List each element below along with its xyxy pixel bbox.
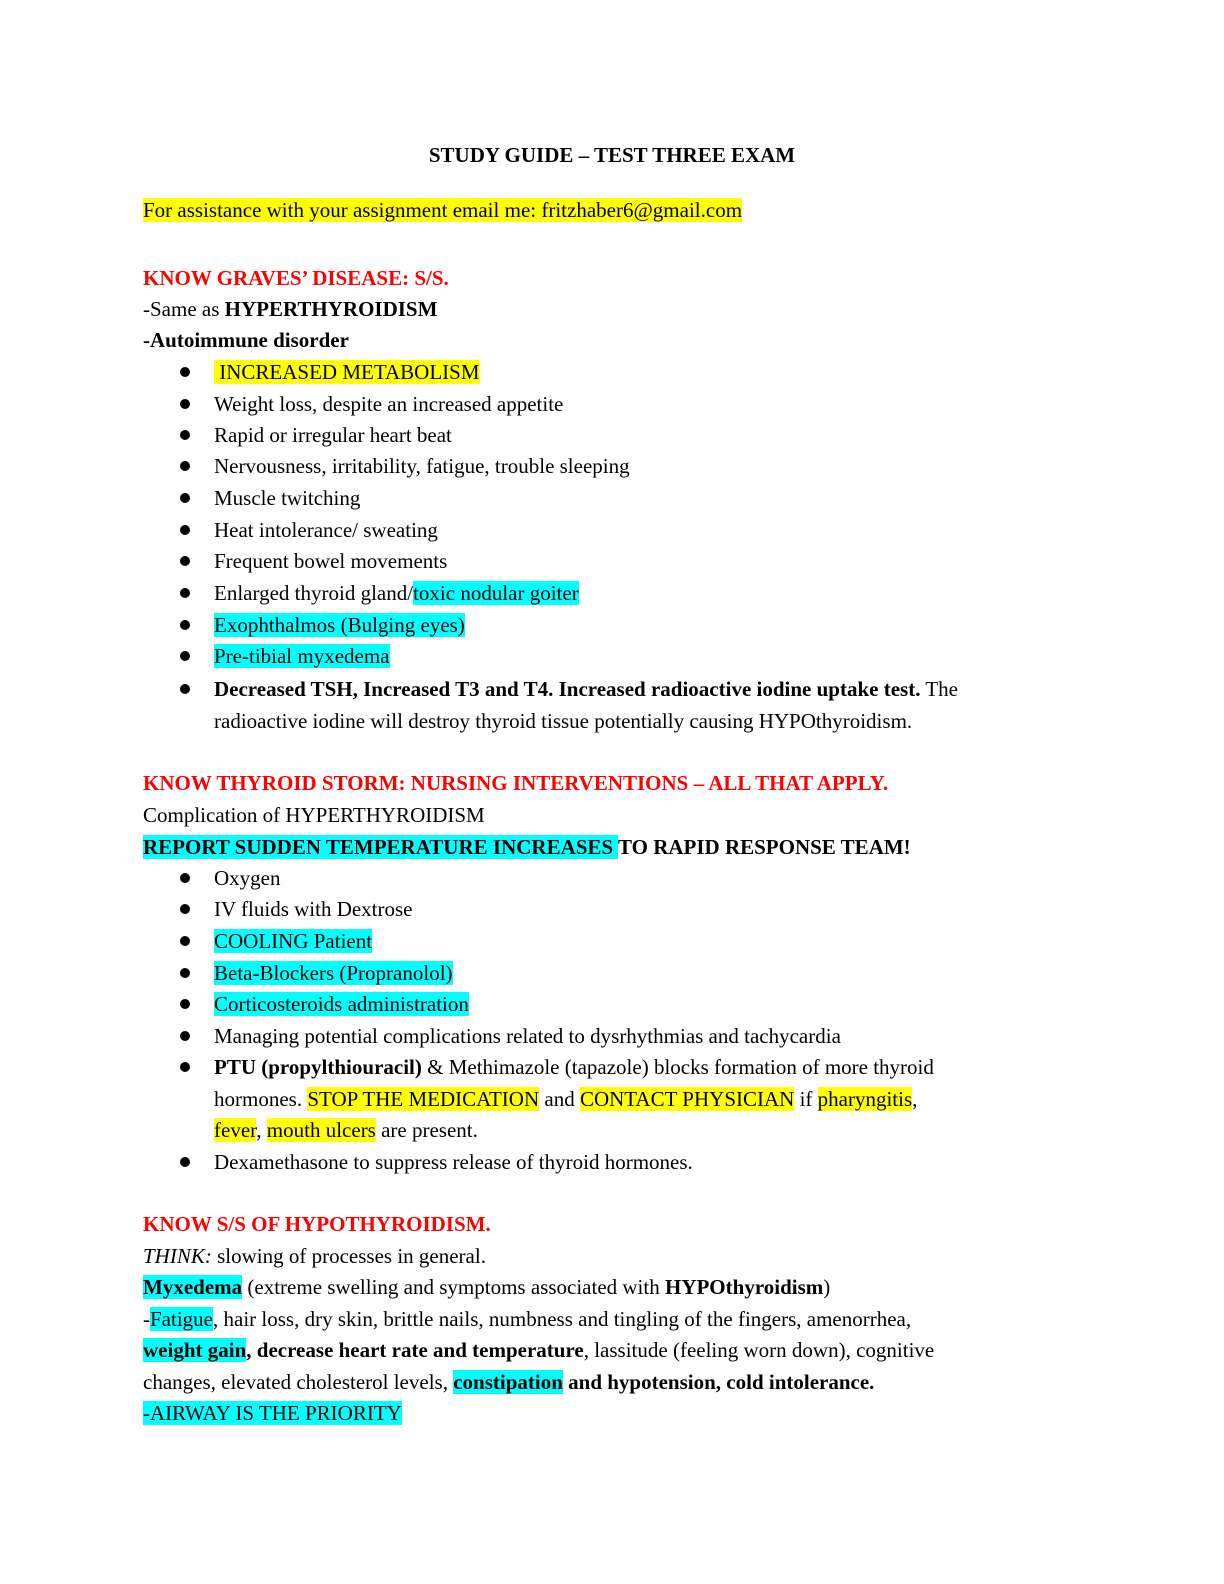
text: , lassitude (feeling worn down), cognitive [583, 1338, 935, 1362]
text: - [143, 1307, 150, 1331]
list-item-highlight: Exophthalmos (Bulging eyes) [214, 613, 465, 637]
myxedema-highlight: Myxedema [143, 1275, 243, 1299]
weight-gain-highlight: weight gain [143, 1338, 247, 1362]
bullet-dot [178, 865, 194, 891]
list-item [214, 1054, 934, 1080]
text-bold: HYPOthyroidism [664, 1275, 824, 1299]
list-item: Dexamethasone to suppress release of thyroid hormones. [214, 1150, 693, 1174]
bullet-dot [178, 991, 194, 1017]
highlight-mouth-ulcers: mouth ulcers [266, 1118, 376, 1142]
bullet-dot [178, 485, 194, 511]
list-item-bold: PTU (propylthiouracil) [214, 1055, 422, 1079]
hypo-symptoms-line-1 [143, 1306, 911, 1332]
list-item: Weight loss, despite an increased appetite [214, 392, 564, 416]
text: , hair loss, dry skin, brittle nails, numbness and tingling of the fingers, amenorrhea, [213, 1307, 912, 1331]
list-item [214, 643, 390, 669]
highlight-fever: fever [214, 1118, 257, 1142]
text: ) [823, 1275, 831, 1299]
list-item-highlight: Corticosteroids administration [214, 992, 469, 1016]
fatigue-highlight: Fatigue [150, 1307, 213, 1331]
list-item: Oxygen [214, 866, 281, 890]
graves-heading: KNOW GRAVES’ DISEASE: S/S. [143, 266, 449, 290]
bullet-dot [178, 1149, 194, 1175]
storm-complication: Complication of HYPERTHYROIDISM [143, 803, 485, 827]
text: , [256, 1118, 267, 1142]
list-item-highlight: Beta-Blockers (Propranolol) [214, 961, 453, 985]
bullet-dot [178, 548, 194, 574]
graves-autoimmune: -Autoimmune disorder [143, 328, 349, 352]
list-item-continuation [214, 1117, 478, 1143]
text: hormones. [214, 1087, 308, 1111]
list-item: Managing potential complications related to dysrhythmias and tachycardia [214, 1024, 841, 1048]
list-item-text: The [920, 677, 958, 701]
list-item-highlight: Pre-tibial myxedema [214, 644, 390, 668]
bullet-dot [178, 517, 194, 543]
list-item: Nervousness, irritability, fatigue, trouble sleeping [214, 454, 630, 478]
text-bold: decrease heart rate and temperature [256, 1338, 584, 1362]
same-as-bold: HYPERTHYROIDISM [224, 297, 438, 321]
list-item-text: & Methimazole (tapazole) blocks formation of more thyroid [421, 1055, 934, 1079]
list-item-continuation: radioactive iodine will destroy thyroid tissue potentially causing HYPOthyroidism. [214, 709, 913, 733]
text: changes, elevated cholesterol levels, [143, 1370, 454, 1394]
bullet-dot [178, 453, 194, 479]
list-item: Frequent bowel movements [214, 549, 448, 573]
list-item-bold: Decreased TSH, Increased T3 and T4. Increased radioactive iodine uptake test. [214, 677, 921, 701]
text: and [539, 1087, 580, 1111]
hypo-myxedema [143, 1274, 830, 1300]
hypo-heading: KNOW S/S OF HYPOTHYROIDISM. [143, 1212, 491, 1236]
bullet-dot [178, 1054, 194, 1080]
report-highlight: REPORT SUDDEN TEMPERATURE INCREASES [143, 835, 618, 859]
list-item [214, 359, 480, 385]
same-as-prefix: -Same as [143, 297, 225, 321]
contact-line [143, 197, 742, 223]
list-item [214, 928, 372, 954]
text: , [246, 1338, 257, 1362]
hypo-symptoms-line-3 [143, 1369, 874, 1395]
list-item: Rapid or irregular heart beat [214, 423, 452, 447]
list-item: IV fluids with Dextrose [214, 897, 413, 921]
bullet-dot [178, 391, 194, 417]
text: (extreme swelling and symptoms associated with [242, 1275, 665, 1299]
hypo-think [143, 1243, 486, 1269]
bullet-dot [178, 580, 194, 606]
bullet-dot [178, 359, 194, 385]
constipation-highlight: constipation [453, 1370, 563, 1394]
bullet-dot [178, 928, 194, 954]
storm-heading: KNOW THYROID STORM: NURSING INTERVENTIONS – ALL THAT APPLY. [143, 771, 889, 795]
bullet-dot [178, 960, 194, 986]
page-title: STUDY GUIDE – TEST THREE EXAM [428, 143, 796, 167]
list-item-highlight: toxic nodular goiter [413, 581, 579, 605]
think-label: THINK: [143, 1244, 212, 1268]
list-item-text: Enlarged thyroid gland/ [214, 581, 414, 605]
text-bold: and hypotension, cold intolerance. [562, 1370, 875, 1394]
bullet-dot [178, 612, 194, 638]
list-item-highlight: COOLING Patient [214, 929, 373, 953]
list-item: Heat intolerance/ sweating [214, 518, 438, 542]
text: , [912, 1087, 918, 1111]
bullet-dot [178, 1023, 194, 1049]
bullet-dot [178, 422, 194, 448]
list-item [214, 676, 958, 702]
highlight-contact-physician: CONTACT PHYSICIAN [579, 1087, 795, 1111]
highlight-stop-medication: STOP THE MEDICATION [307, 1087, 540, 1111]
report-text: TO RAPID RESPONSE TEAM! [617, 835, 911, 859]
text: are present. [375, 1118, 478, 1142]
list-item [214, 580, 579, 606]
list-item: Muscle twitching [214, 486, 361, 510]
text: if [794, 1087, 818, 1111]
list-item-text: INCREASED METABOLISM [214, 360, 480, 384]
hypo-airway [143, 1400, 402, 1426]
list-item [214, 960, 453, 986]
list-item-continuation [214, 1086, 917, 1112]
bullet-dot [178, 896, 194, 922]
bullet-dot [178, 643, 194, 669]
think-text: slowing of processes in general. [211, 1244, 486, 1268]
graves-same-as [143, 296, 437, 322]
contact-text: For assistance with your assignment email me: fritzhaber6@gmail.com [143, 198, 743, 222]
list-item [214, 612, 465, 638]
airway-highlight: -AIRWAY IS THE PRIORITY [143, 1401, 402, 1425]
list-item [214, 991, 469, 1017]
storm-report [143, 834, 911, 860]
hypo-symptoms-line-2 [143, 1337, 934, 1363]
bullet-dot [178, 676, 194, 702]
highlight-pharyngitis: pharyngitis [817, 1087, 913, 1111]
